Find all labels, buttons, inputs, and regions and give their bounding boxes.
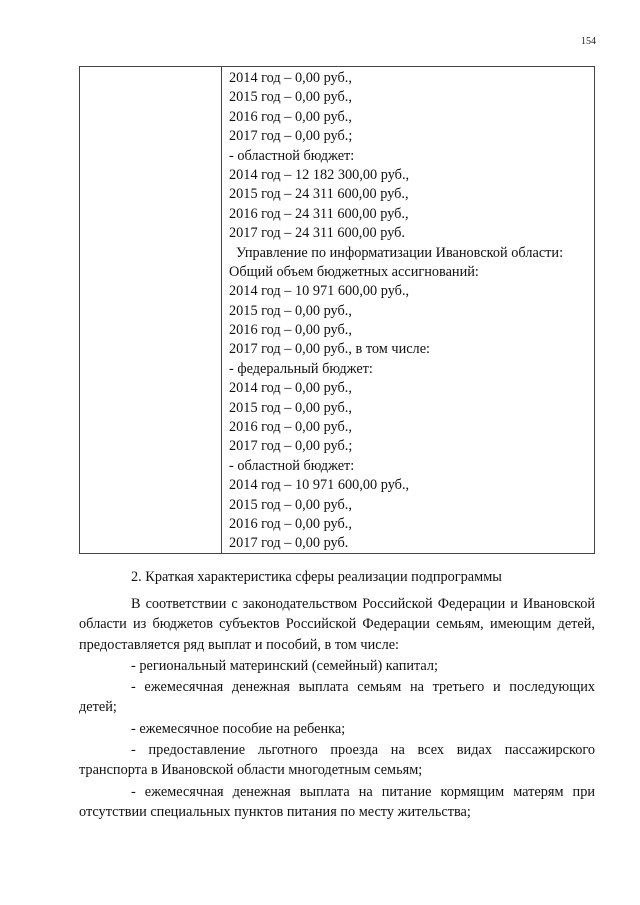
table-line: Общий объем бюджетных ассигнований: [229, 263, 479, 280]
table-line: 2015 год – 0,00 руб., [229, 496, 352, 513]
list-item: - ежемесячная денежная выплата семьям на третьего и последующих детей; [79, 679, 595, 716]
budget-table [79, 66, 595, 554]
list-item: - предоставление льготного проезда на всех видах пассажирского транспорта в Ивановской области многодетным семьям; [79, 742, 595, 779]
table-line: 2014 год – 10 971 600,00 руб., [229, 283, 410, 300]
paragraph: В соответствии с законодательством Российской Федерации и Ивановской области из бюджетов субъектов Российской Федерации семьям, имеющим детей, предоставляется ряд выплат и пособий, в том числе: [79, 596, 595, 653]
table-line: 2014 год – 10 971 600,00 руб., [229, 477, 410, 494]
table-line: 2014 год – 0,00 руб., [229, 380, 352, 397]
list-item: - региональный материнский (семейный) капитал; [131, 657, 438, 674]
table-line: 2016 год – 0,00 руб., [229, 515, 352, 532]
table-line: 2017 год – 0,00 руб.; [229, 128, 353, 145]
table-line: 2017 год – 0,00 руб., в том числе: [229, 341, 431, 358]
table-right-cell [222, 67, 594, 553]
list-item: - ежемесячная денежная выплата на питание кормящим матерям при отсутствии специальных пунктов питания по месту жительства; [79, 783, 595, 820]
list-item: - ежемесячное пособие на ребенка; [131, 720, 346, 737]
table-left-cell [80, 67, 222, 553]
table-line-department: Управление по информатизации Ивановской области: [236, 244, 564, 261]
table-line: 2015 год – 0,00 руб., [229, 399, 352, 416]
section-heading: 2. Краткая характеристика сферы реализации подпрограммы [131, 569, 502, 585]
page-number: 154 [581, 36, 596, 47]
table-line: - областной бюджет: [229, 457, 355, 474]
table-line: 2017 год – 0,00 руб. [229, 535, 349, 552]
table-line: 2016 год – 0,00 руб., [229, 322, 352, 339]
section-content [79, 566, 595, 823]
table-line: 2016 год – 24 311 600,00 руб., [229, 205, 409, 222]
table-line: 2014 год – 0,00 руб., [229, 70, 352, 86]
table-line: 2015 год – 0,00 руб., [229, 89, 352, 106]
table-line: 2015 год – 0,00 руб., [229, 302, 352, 319]
table-line: 2016 год – 0,00 руб., [229, 419, 352, 436]
table-line: 2015 год – 24 311 600,00 руб., [229, 186, 409, 203]
table-line: - областной бюджет: [229, 147, 355, 164]
table-line: - федеральный бюджет: [229, 360, 373, 377]
table-line: 2014 год – 12 182 300,00 руб., [229, 166, 410, 183]
table-line: 2017 год – 24 311 600,00 руб. [229, 225, 406, 242]
table-line: 2016 год – 0,00 руб., [229, 108, 352, 125]
table-line: 2017 год – 0,00 руб.; [229, 438, 353, 455]
